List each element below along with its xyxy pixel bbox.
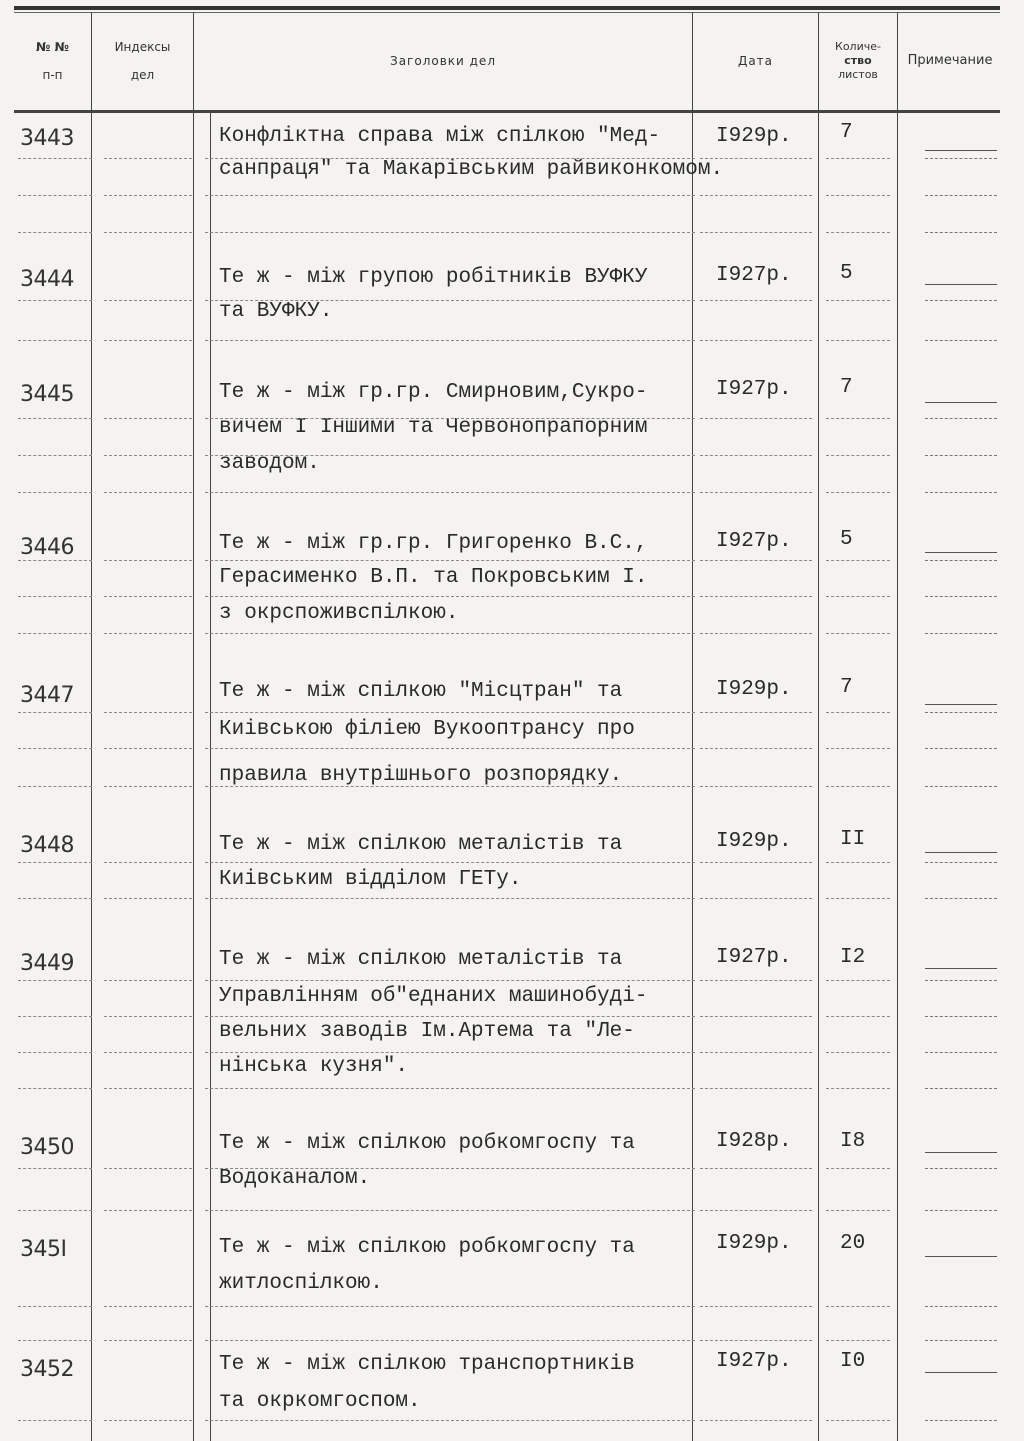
row-date: I929р. bbox=[716, 830, 792, 853]
ruled-line bbox=[18, 195, 92, 197]
row-number: 3446 bbox=[20, 535, 74, 560]
ruled-line bbox=[104, 232, 192, 234]
row-number: 345I bbox=[20, 1237, 67, 1262]
ruled-line bbox=[104, 1016, 192, 1018]
ruled-line bbox=[826, 862, 890, 864]
ruled-line bbox=[104, 1306, 192, 1308]
row-title-line: Герасименко В.П. та Покровським I. bbox=[219, 566, 648, 589]
row-number: 3448 bbox=[20, 833, 74, 858]
note-dash bbox=[925, 980, 997, 982]
note-dash bbox=[925, 455, 997, 457]
ruled-line bbox=[826, 633, 890, 635]
ruled-line bbox=[18, 158, 92, 160]
ruled-line bbox=[104, 1340, 192, 1342]
ruled-line bbox=[18, 748, 92, 750]
note-dash bbox=[925, 704, 997, 706]
row-date: I927р. bbox=[716, 264, 792, 287]
note-dash bbox=[925, 1372, 997, 1374]
ruled-line bbox=[18, 560, 92, 562]
ruled-line bbox=[104, 195, 192, 197]
row-title-line: вельних заводiв Iм.Артема та "Ле- bbox=[219, 1020, 635, 1043]
note-dash bbox=[925, 748, 997, 750]
ruled-line bbox=[826, 1210, 890, 1212]
note-dash bbox=[925, 1256, 997, 1258]
row-title-line: Киiвською фiлiею Вукооптрансу про bbox=[219, 718, 635, 741]
ruled-line bbox=[205, 232, 695, 234]
ruled-line bbox=[700, 158, 812, 160]
ruled-line bbox=[104, 1210, 192, 1212]
ruled-line bbox=[18, 712, 92, 714]
row-count: 20 bbox=[840, 1232, 866, 1255]
note-dash bbox=[925, 150, 997, 152]
row-number: 3450 bbox=[20, 1135, 74, 1160]
ruled-line bbox=[18, 633, 92, 635]
row-number: 3452 bbox=[20, 1357, 74, 1382]
row-title-line: Конфлiктна справа мiж спiлкою "Мед- bbox=[219, 125, 661, 148]
ruled-line bbox=[826, 1088, 890, 1090]
row-number: 3449 bbox=[20, 951, 74, 976]
header-title: Заголовки дел bbox=[390, 54, 496, 68]
ruled-line bbox=[18, 232, 92, 234]
row-title-line: Те ж - мiж спiлкою транспортникiв bbox=[219, 1353, 635, 1376]
ruled-line bbox=[205, 455, 695, 457]
ruled-line bbox=[205, 633, 695, 635]
note-dash bbox=[925, 1306, 997, 1308]
ruled-line bbox=[104, 1088, 192, 1090]
ruled-line bbox=[700, 1420, 812, 1422]
ruled-line bbox=[104, 862, 192, 864]
note-dash bbox=[925, 552, 997, 554]
ruled-line bbox=[18, 1306, 92, 1308]
ruled-line bbox=[205, 1420, 695, 1422]
ruled-line bbox=[205, 1016, 695, 1018]
ruled-line bbox=[826, 1306, 890, 1308]
ruled-line bbox=[700, 862, 812, 864]
row-count: 7 bbox=[840, 376, 853, 399]
ruled-line bbox=[826, 1340, 890, 1342]
ruled-line bbox=[205, 862, 695, 864]
note-dash bbox=[925, 1052, 997, 1054]
ruled-line bbox=[18, 1340, 92, 1342]
row-count: 5 bbox=[840, 528, 853, 551]
note-dash bbox=[925, 340, 997, 342]
ruled-line bbox=[700, 1088, 812, 1090]
row-count: I0 bbox=[840, 1350, 866, 1373]
ruled-line bbox=[18, 1016, 92, 1018]
ruled-line bbox=[826, 418, 890, 420]
row-title-line: вичем I Iншими та Червонопрапорним bbox=[219, 416, 648, 439]
note-dash bbox=[925, 968, 997, 970]
ruled-line bbox=[104, 492, 192, 494]
row-number: 3443 bbox=[20, 126, 74, 151]
ruled-line bbox=[700, 1168, 812, 1170]
ruled-line bbox=[104, 418, 192, 420]
ruled-line bbox=[205, 712, 695, 714]
ruled-line bbox=[205, 1340, 695, 1342]
row-date: I929р. bbox=[716, 1232, 792, 1255]
ruled-line bbox=[826, 195, 890, 197]
ruled-line bbox=[18, 455, 92, 457]
note-dash bbox=[925, 232, 997, 234]
row-count: I2 bbox=[840, 946, 866, 969]
top-rule bbox=[14, 6, 1000, 10]
ruled-line bbox=[700, 712, 812, 714]
ruled-line bbox=[826, 980, 890, 982]
top-rule-thin bbox=[14, 12, 1000, 13]
ruled-line bbox=[18, 1420, 92, 1422]
header-note: Примечание bbox=[907, 53, 993, 68]
ruled-line bbox=[18, 898, 92, 900]
ruled-line bbox=[104, 158, 192, 160]
ruled-line bbox=[826, 1168, 890, 1170]
ruled-line bbox=[700, 1016, 812, 1018]
ruled-line bbox=[104, 560, 192, 562]
note-dash bbox=[925, 492, 997, 494]
row-title-line: та окркомгоспом. bbox=[219, 1390, 421, 1413]
ruled-line bbox=[205, 300, 695, 302]
ruled-line bbox=[104, 898, 192, 900]
row-count: I8 bbox=[840, 1130, 866, 1153]
row-title-line: Те ж - мiж спiлкою металiстiв та bbox=[219, 833, 623, 856]
note-dash bbox=[925, 1210, 997, 1212]
ruled-line bbox=[18, 340, 92, 342]
ruled-line bbox=[826, 158, 890, 160]
ruled-line bbox=[700, 300, 812, 302]
row-number: 3445 bbox=[20, 382, 74, 407]
ruled-line bbox=[700, 1306, 812, 1308]
row-number: 3447 bbox=[20, 683, 74, 708]
ruled-line bbox=[104, 748, 192, 750]
ruled-line bbox=[700, 786, 812, 788]
note-dash bbox=[925, 633, 997, 635]
header-date: Дата bbox=[737, 54, 774, 68]
ruled-line bbox=[826, 898, 890, 900]
row-title-line: Управлiнням об"еднаних машинобудi- bbox=[219, 985, 648, 1008]
row-title-line: нiнська кузня". bbox=[219, 1055, 409, 1078]
note-dash bbox=[925, 1088, 997, 1090]
ruled-line bbox=[18, 418, 92, 420]
ruled-line bbox=[700, 455, 812, 457]
ruled-line bbox=[700, 596, 812, 598]
row-date: I929р. bbox=[716, 678, 792, 701]
ruled-line bbox=[700, 195, 812, 197]
row-title-line: Те ж - мiж спiлкою робкомгоспу та bbox=[219, 1132, 635, 1155]
note-dash bbox=[925, 862, 997, 864]
ruled-line bbox=[700, 980, 812, 982]
note-dash bbox=[925, 898, 997, 900]
ruled-line bbox=[104, 300, 192, 302]
ruled-line bbox=[18, 596, 92, 598]
ruled-line bbox=[826, 455, 890, 457]
ruled-line bbox=[104, 633, 192, 635]
ruled-line bbox=[205, 492, 695, 494]
row-title-line: з окрспоживспiлкою. bbox=[219, 602, 459, 625]
note-dash bbox=[925, 1152, 997, 1154]
ruled-line bbox=[826, 712, 890, 714]
ruled-line bbox=[104, 596, 192, 598]
row-date: I927р. bbox=[716, 946, 792, 969]
row-title-line: Те ж - мiж спiлкою металiстiв та bbox=[219, 948, 623, 971]
ruled-line bbox=[104, 712, 192, 714]
row-title-line: Те ж - мiж гр.гр. Смирновим,Сукро- bbox=[219, 381, 648, 404]
ruled-line bbox=[18, 1168, 92, 1170]
note-dash bbox=[925, 852, 997, 854]
note-dash bbox=[925, 1340, 997, 1342]
note-dash bbox=[925, 300, 997, 302]
note-dash bbox=[925, 1016, 997, 1018]
ruled-line bbox=[700, 633, 812, 635]
row-title-line: заводом. bbox=[219, 452, 320, 475]
column-divider bbox=[818, 12, 819, 1441]
row-count: II bbox=[840, 828, 866, 851]
ruled-line bbox=[18, 980, 92, 982]
ruled-line bbox=[104, 1420, 192, 1422]
ruled-line bbox=[18, 300, 92, 302]
ruled-line bbox=[700, 340, 812, 342]
ruled-line bbox=[700, 492, 812, 494]
ruled-line bbox=[205, 596, 695, 598]
ruled-line bbox=[826, 1016, 890, 1018]
ruled-line bbox=[826, 300, 890, 302]
ruled-line bbox=[826, 560, 890, 562]
ruled-line bbox=[826, 786, 890, 788]
ruled-line bbox=[826, 232, 890, 234]
ruled-line bbox=[826, 748, 890, 750]
note-dash bbox=[925, 596, 997, 598]
ruled-line bbox=[104, 1168, 192, 1170]
ruled-line bbox=[205, 1168, 695, 1170]
row-date: I927р. bbox=[716, 378, 792, 401]
ruled-line bbox=[826, 596, 890, 598]
header-count: Количе- ство листов bbox=[835, 40, 881, 81]
row-count: 7 bbox=[840, 676, 853, 699]
ruled-line bbox=[18, 1088, 92, 1090]
header-index: Индексы дел bbox=[114, 40, 171, 82]
ruled-line bbox=[205, 1306, 695, 1308]
ruled-line bbox=[205, 1210, 695, 1212]
ruled-line bbox=[205, 898, 695, 900]
row-title-line: Те ж - мiж спiлкою робкомгоспу та bbox=[219, 1236, 635, 1259]
column-divider bbox=[210, 112, 211, 1441]
row-title-line: Те ж - мiж гр.гр. Григоренко В.С., bbox=[219, 532, 648, 555]
row-date: I928р. bbox=[716, 1130, 792, 1153]
ruled-line bbox=[18, 1052, 92, 1054]
note-dash bbox=[925, 1168, 997, 1170]
ruled-line bbox=[104, 980, 192, 982]
row-title-line: санпраця" та Макарiвським райвиконкомом. bbox=[219, 158, 724, 181]
header-number: № № п-п bbox=[35, 40, 70, 82]
note-dash bbox=[925, 284, 997, 286]
row-count: 7 bbox=[840, 121, 853, 144]
ruled-line bbox=[700, 1340, 812, 1342]
row-date: I929р. bbox=[716, 125, 792, 148]
row-title-line: Те ж - мiж спiлкою "Мiсцтран" та bbox=[219, 680, 623, 703]
row-title-line: Киiвським вiддiлом ГЕТу. bbox=[219, 868, 522, 891]
ruled-line bbox=[700, 898, 812, 900]
ruled-line bbox=[18, 492, 92, 494]
ruled-line bbox=[18, 786, 92, 788]
column-divider bbox=[91, 12, 92, 1441]
note-dash bbox=[925, 1420, 997, 1422]
ruled-line bbox=[700, 418, 812, 420]
note-dash bbox=[925, 712, 997, 714]
ruled-line bbox=[205, 1052, 695, 1054]
note-dash bbox=[925, 402, 997, 404]
ruled-line bbox=[205, 560, 695, 562]
row-date: I927р. bbox=[716, 530, 792, 553]
row-title-line: Те ж - мiж групою робiтникiв ВУФКУ bbox=[219, 266, 648, 289]
ruled-line bbox=[205, 340, 695, 342]
note-dash bbox=[925, 195, 997, 197]
ruled-line bbox=[826, 340, 890, 342]
ruled-line bbox=[700, 1052, 812, 1054]
ruled-line bbox=[104, 455, 192, 457]
ruled-line bbox=[205, 980, 695, 982]
ruled-line bbox=[18, 862, 92, 864]
column-divider bbox=[193, 12, 194, 1441]
row-title-line: правила внутрiшнього розпорядку. bbox=[219, 764, 623, 787]
note-dash bbox=[925, 786, 997, 788]
row-title-line: та ВУФКУ. bbox=[219, 300, 333, 323]
ruled-line bbox=[826, 1052, 890, 1054]
ruled-line bbox=[18, 1210, 92, 1212]
note-dash bbox=[925, 560, 997, 562]
ruled-line bbox=[205, 418, 695, 420]
ruled-line bbox=[104, 786, 192, 788]
row-title-line: житлоспiлкою. bbox=[219, 1272, 383, 1295]
ruled-line bbox=[205, 195, 695, 197]
row-date: I927р. bbox=[716, 1350, 792, 1373]
ruled-line bbox=[700, 1210, 812, 1212]
ruled-line bbox=[104, 1052, 192, 1054]
column-divider bbox=[897, 12, 898, 1441]
row-number: 3444 bbox=[20, 267, 74, 292]
note-dash bbox=[925, 418, 997, 420]
ruled-line bbox=[700, 232, 812, 234]
ruled-line bbox=[104, 340, 192, 342]
ruled-line bbox=[205, 1088, 695, 1090]
ruled-line bbox=[205, 786, 695, 788]
header-rule bbox=[14, 110, 1000, 113]
ruled-line bbox=[700, 748, 812, 750]
row-count: 5 bbox=[840, 262, 853, 285]
row-title-line: Водоканалом. bbox=[219, 1167, 371, 1190]
ruled-line bbox=[205, 748, 695, 750]
note-dash bbox=[925, 158, 997, 160]
ruled-line bbox=[826, 1420, 890, 1422]
ruled-line bbox=[700, 560, 812, 562]
ruled-line bbox=[205, 158, 695, 160]
ruled-line bbox=[826, 492, 890, 494]
